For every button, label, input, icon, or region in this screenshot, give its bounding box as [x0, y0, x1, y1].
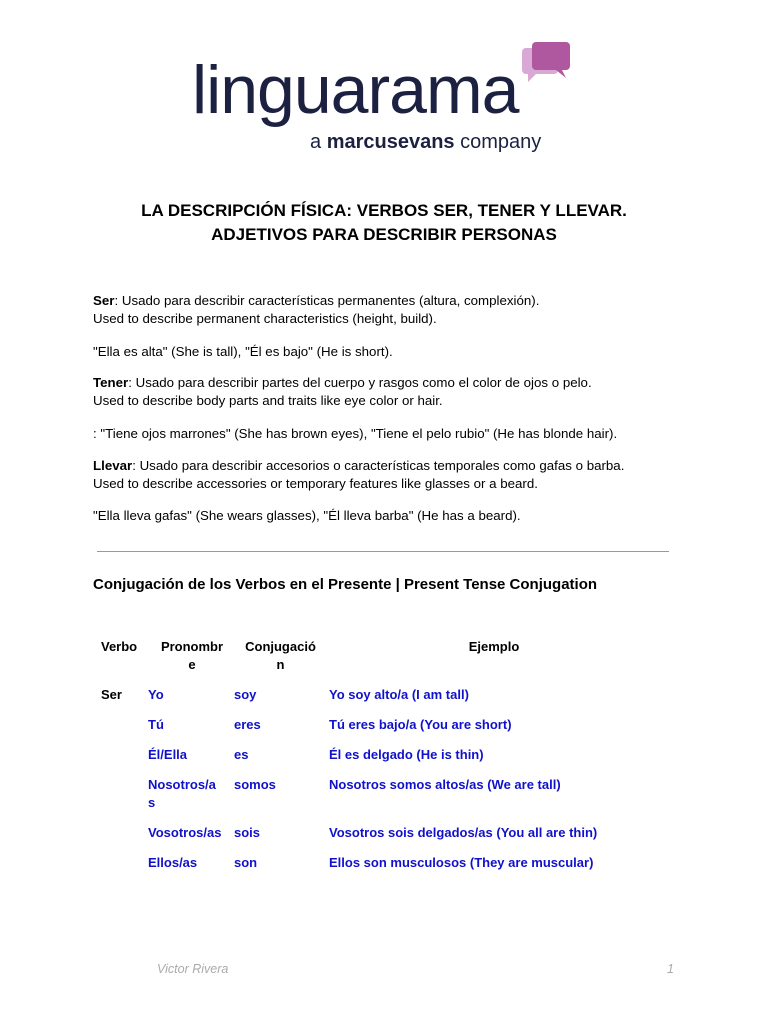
conjugation-cell: es — [234, 747, 249, 762]
ser-example: "Ella es alta" (She is tall), "Él es bajo" (He is short). — [93, 344, 393, 359]
example-cell: Nosotros somos altos/as (We are tall) — [329, 777, 561, 792]
example-cell: Vosotros sois delgados/as (You all are thin) — [329, 825, 598, 840]
conjugation-cell: somos — [234, 777, 276, 792]
table-row — [93, 776, 659, 824]
document-title — [60, 199, 708, 247]
table-row — [93, 686, 659, 716]
logo-tagline-prefix: a — [310, 131, 327, 153]
footer-page-number: 1 — [667, 962, 674, 976]
llevar-term: Llevar — [93, 458, 133, 473]
llevar-description-en: Used to describe accessories or temporary features like glasses or a beard. — [93, 476, 538, 491]
example-cell: Él es delgado (He is thin) — [329, 747, 484, 762]
verb-cell — [93, 776, 148, 824]
table-header-row — [93, 628, 659, 686]
conjugation-cell: eres — [234, 717, 261, 732]
header-pronombre: Pronombre — [160, 639, 224, 672]
ser-description-es: : Usado para describir características permanentes (altura, complexión). — [114, 293, 540, 308]
ser-term: Ser — [93, 293, 115, 308]
verb-cell — [93, 746, 148, 776]
llevar-description-es: : Usado para describir accesorios o características temporales como gafas o barba. — [132, 458, 625, 473]
logo-tagline-suffix: company — [454, 131, 542, 153]
example-cell: Ellos son musculosos (They are muscular) — [329, 855, 594, 870]
header-ejemplo: Ejemplo — [468, 639, 520, 654]
llevar-example: "Ella lleva gafas" (She wears glasses), "Él lleva barba" (He has a beard). — [93, 508, 521, 523]
table-row — [93, 854, 659, 884]
tener-example: : "Tiene ojos marrones" (She has brown eyes), "Tiene el pelo rubio" (He has blonde hair). — [93, 426, 618, 441]
logo-wordmark: linguarama — [192, 52, 519, 128]
pronoun-cell: Él/Ella — [148, 747, 188, 762]
tener-description-es: : Usado para describir partes del cuerpo y rasgos como el color de ojos o pelo. — [128, 375, 592, 390]
linguarama-logo — [190, 42, 580, 158]
pronoun-cell: Nosotros/as — [148, 777, 216, 810]
header-verbo: Verbo — [101, 639, 138, 654]
tener-description-en: Used to describe body parts and traits like eye color or hair. — [93, 393, 443, 408]
horizontal-divider — [97, 551, 669, 552]
logo-tagline-brand-b: evans — [397, 131, 455, 153]
verb-cell: Ser — [101, 687, 122, 702]
example-cell: Yo soy alto/a (I am tall) — [329, 687, 469, 702]
verb-cell — [93, 854, 148, 884]
conjugation-table — [93, 628, 659, 884]
tener-description — [93, 374, 693, 410]
pronoun-cell: Tú — [148, 717, 164, 732]
title-line-1: LA DESCRIPCIÓN FÍSICA: VERBOS SER, TENER Y LLEVAR. — [141, 201, 627, 220]
pronoun-cell: Ellos/as — [148, 855, 198, 870]
conjugation-cell: sois — [234, 825, 261, 840]
llevar-description — [93, 457, 693, 493]
conjugation-cell: soy — [234, 687, 257, 702]
pronoun-cell: Vosotros/as — [148, 825, 222, 840]
table-row — [93, 746, 659, 776]
logo-tagline — [310, 130, 541, 154]
footer-author: Victor Rivera — [157, 962, 229, 976]
pronoun-cell: Yo — [148, 687, 164, 702]
ser-description-en: Used to describe permanent characteristics (height, build). — [93, 311, 437, 326]
verb-cell — [93, 824, 148, 854]
table-row — [93, 824, 659, 854]
example-cell: Tú eres bajo/a (You are short) — [329, 717, 512, 732]
tener-term: Tener — [93, 375, 129, 390]
logo-tagline-brand-a: marcus — [326, 131, 398, 153]
speech-bubble-icon — [522, 42, 572, 84]
verb-cell — [93, 716, 148, 746]
table-row — [93, 716, 659, 746]
section-title: Conjugación de los Verbos en el Presente | Present Tense Conjugation — [93, 576, 598, 593]
header-conjugacion: Conjugación — [245, 639, 316, 672]
title-line-2: ADJETIVOS PARA DESCRIBIR PERSONAS — [211, 225, 557, 244]
conjugation-cell: son — [234, 855, 258, 870]
ser-description — [93, 292, 693, 328]
